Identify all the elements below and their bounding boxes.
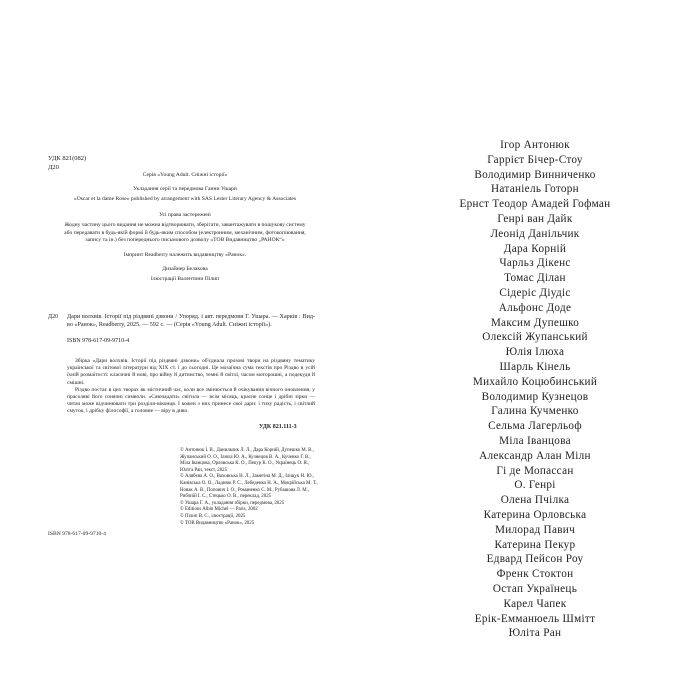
author-name: Дара Корній [503, 242, 567, 255]
authors-list [400, 138, 670, 641]
author-name: Володимир Винниченко [474, 168, 596, 181]
annotation [67, 358, 315, 416]
author-name: Катерина Пекур [494, 538, 576, 551]
author-name: Катерина Орловська [483, 508, 587, 521]
annotation-paragraph: Збірка «Дари волхвів. Історії під різдвяні дзвони» об'єднала прозові твори на різдвяну тематику української та світової літератури від XIX ст. і до сьогодні. Це мозаїчна сума текстів про Різдво в усій їхній розмаїтості: класичні й нові, про війну й дитинство, темні й світлі, часом моторошні, а подекуди й смішні. [67, 358, 315, 386]
imprint-note: Імпринт Readberry належить видавництву «Ранок». [123, 252, 247, 258]
isbn-line: ISBN 978-617-09-9710-4 [67, 338, 130, 344]
copyright-line: © Editions Albin Michel — Paris, 2002 [180, 507, 258, 513]
author-name: О. Генрі [514, 479, 556, 492]
author-name: Альфонс Доде [498, 301, 572, 314]
series-line: Серія «Young Adult. Сніжні історії» [142, 172, 228, 178]
copyright-line: © Ушара Г. А., укладання збірки, передмова, 2025 [180, 500, 285, 506]
author-name: Остап Українець [492, 582, 578, 595]
copyright-line: © Пілип В. С., ілюстрації, 2025 [180, 513, 246, 519]
bbk-code: Д20 [48, 164, 59, 171]
author-name: Милорад Павич [495, 523, 575, 536]
author-name: Міла Іванцова [499, 434, 571, 447]
author-name: Карел Чапек [503, 597, 567, 610]
designer-credit: Дизайнер Белакова [162, 266, 208, 272]
author-name: Томас Ділан [504, 272, 566, 285]
author-name: Ерік-Емманюель Шмітт [474, 612, 596, 625]
annotation-paragraph: Різдво постає в цих творах як містичний час, коли все змінюється й очікування вічного оновлення, у прасоляві його сонячні символи. «Сяючадати» світила — всім місяць, красне сонце і дрібні зірки — читач може відчинювати три розділи-віконця. І кожен з них принесе свої дари: і тиху радість, і світлий смуток, і дрібку філософії, а головне — віру в диво. [67, 386, 315, 415]
bbk-index: Д20 [48, 314, 59, 320]
author-name: Ернст Теодор Амадей Гофман [459, 198, 611, 211]
legal-notice: Жодну частину цього видання не можна відтворювати, зберігати, завантажувати в пошукову систему або передавати в будь-якій формі й будь-яким способом (електронним, механічним, фотокопіювання, запису та ін.) без попереднього письмового дозволу «ТОВ Видавництво „РАНОК“» [64, 222, 306, 244]
author-name: Леонід Данільчик [490, 227, 580, 240]
author-name: Юліта Ран [508, 627, 562, 640]
author-name: Чарльз Дікенс [499, 257, 571, 270]
copyright-line: © ТОВ Видавництво «Ранок», 2025 [180, 520, 255, 526]
author-name: Ігор Антонюк [500, 139, 570, 151]
author-name: Гаррієт Бічер-Стоу [487, 153, 583, 166]
isbn-footer: ISBN 978-617-09-9710-4 [48, 531, 106, 537]
bibliographic-record: Дари волхвів. Історії під різдвяні дзвони / Упоряд. і авт. передмови Г. Ушара. — Харків : Вид-во «Ранок», Readberry, 2025. — 592 с. — (Серія «Young Adult. Сніжні історії»). [67, 314, 315, 329]
author-name: Генрі ван Дайк [497, 212, 573, 225]
copyright-line: © Антонюк І. В., Данильчик Л. Л., Дара Корній, Дупешко М. В., Жупанський О. О., Ілюха Ю. А., Кузнецов В. А., Кученко Г. В., Міла Іванцова, Орловська К. О., Пекур К. О., Українець О. Я., Юліта Ран, текст, 2025 [180, 448, 314, 473]
author-name: Максим Дупешко [490, 316, 580, 329]
author-name: Олексій Жупанський [482, 331, 588, 344]
author-name: Володимир Кузнецов [481, 390, 589, 403]
illustrator-credit: Ілюстрації Валентини Пілип [150, 276, 220, 282]
author-name: Михайло Коцюбинський [472, 375, 598, 388]
copyright-block [180, 448, 320, 527]
author-name: Александр Алан Мілн [479, 449, 591, 462]
arrangement-note: «Oscar et la dame Rose» published by arrangement with SAS Lester Literary Agency & Associates [73, 196, 297, 202]
udc-code: УДК 821(082) [48, 155, 87, 162]
author-name: Френк Стоктон [496, 568, 574, 581]
author-name: Олена Пчілка [500, 494, 570, 507]
udc-classification: УДК 821.111-3 [259, 424, 297, 430]
author-name: Сідеріс Діудіс [499, 286, 571, 299]
author-name: Сельма Лагерльоф [488, 420, 582, 433]
copyright-line: © Алябєва А. О., Ваховська Н. Л., Заметіна М. Д., Іліщук Н. Ю., Канівська О. О., Ладнюк Р. С., Лебеденко Н. А., Мокрійська М. Т., Новак А. В., Попович І. О., Романенко С. М., Рубашова Л. М., Рибчиїй І. С., Стецько О. В., переклад, 2025 [180, 474, 318, 500]
rights-reserved: Усі права застережені [159, 212, 211, 218]
author-name: Гі де Мопассан [496, 464, 574, 477]
udc-header [48, 154, 86, 172]
author-name: Натаніель Готорн [491, 183, 579, 196]
author-name: Галина Кучменко [491, 405, 579, 418]
author-name: Едвард Пейсон Роу [486, 553, 584, 566]
author-name: Юлія Ілюха [505, 346, 565, 359]
author-name: Шарль Кінель [499, 360, 571, 373]
compiled-by: Укладання серії та передмова Ганни Ушари [133, 186, 237, 192]
